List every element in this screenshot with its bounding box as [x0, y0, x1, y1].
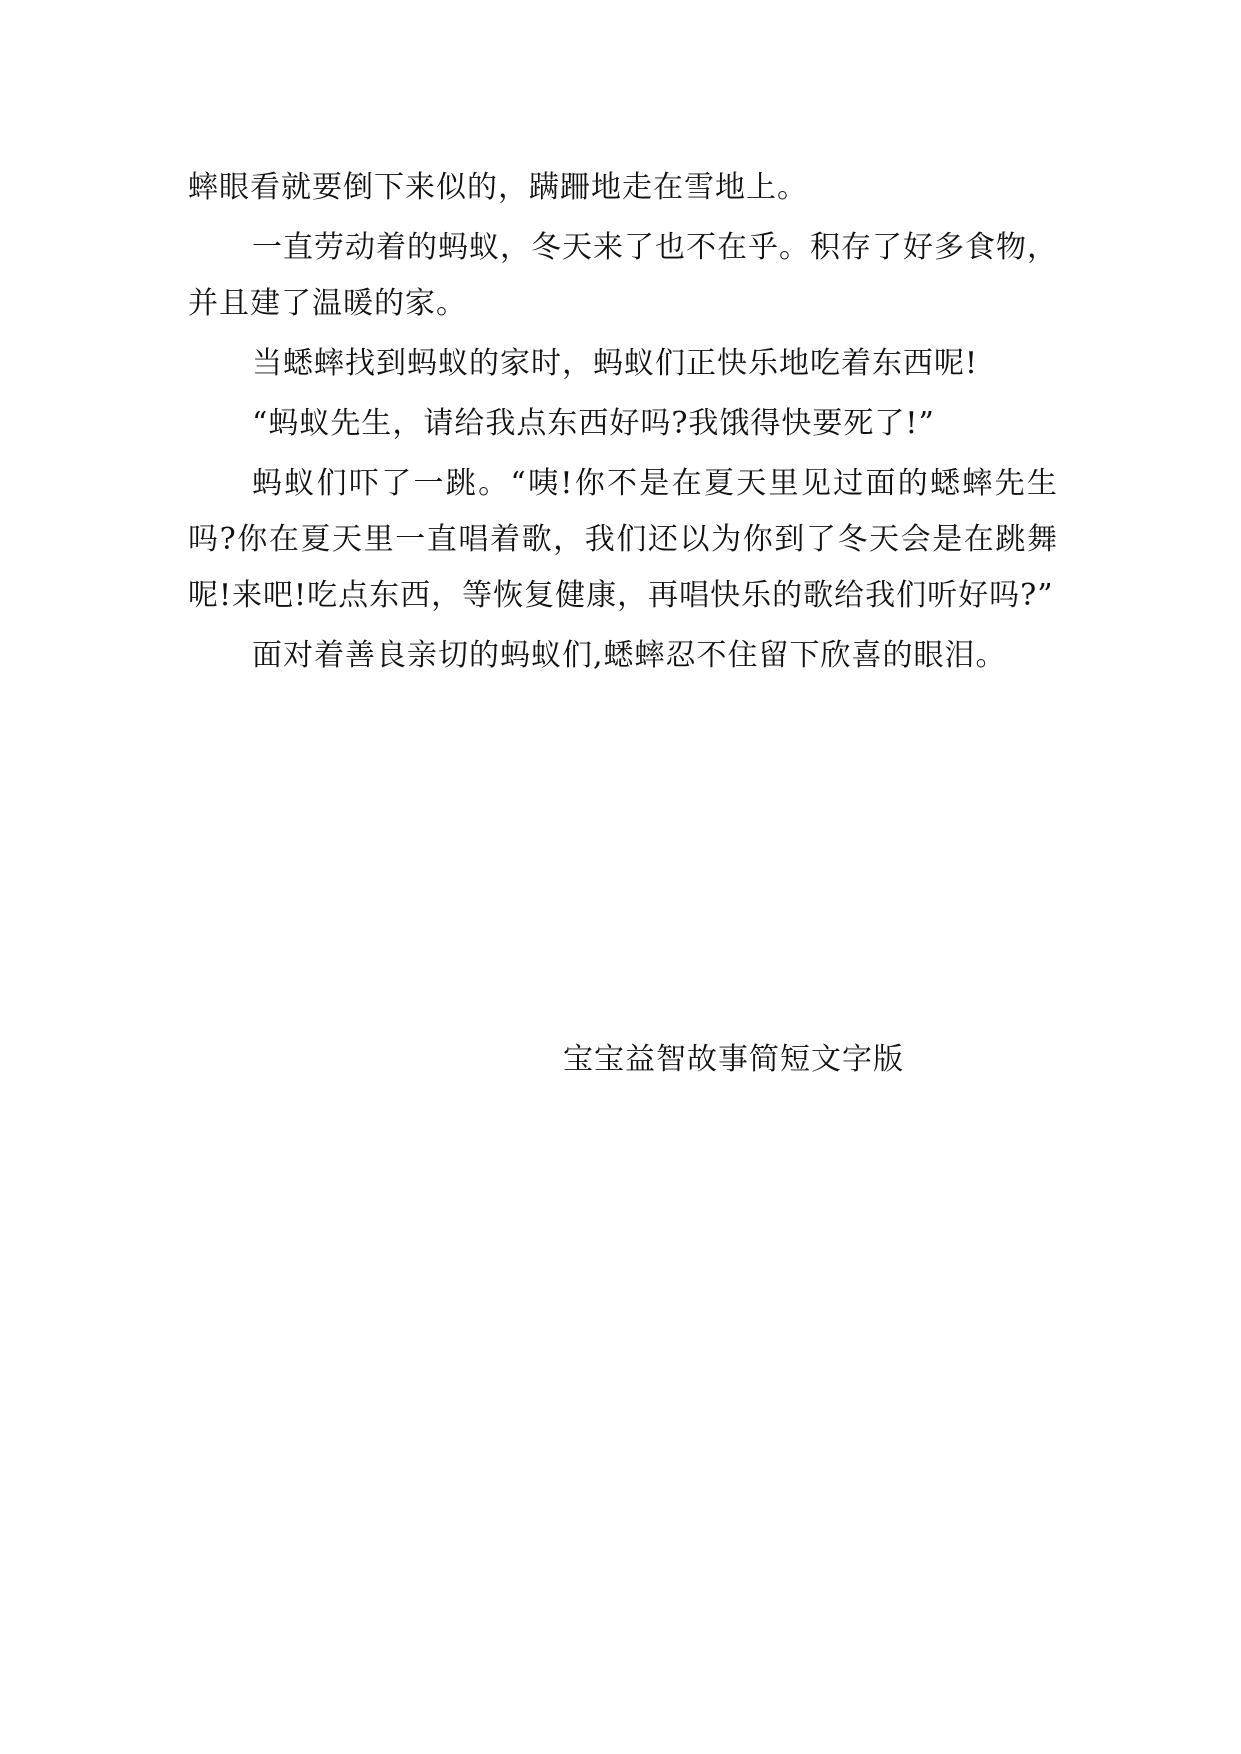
paragraph-2: 一直劳动着的蚂蚁，冬天来了也不在乎。积存了好多食物，并且建了温暖的家。 — [188, 230, 1058, 321]
story-body — [188, 160, 1058, 688]
paragraph-4: “蚂蚁先生，请给我点东西好吗?我饿得快要死了!” — [252, 406, 935, 441]
paragraph-5: 蚂蚁们吓了一跳。“咦!你不是在夏天里见过面的蟋蟀先生吗?你在夏天里一直唱着歌，我们还以为你到了冬天会是在跳舞呢!来吧!吃点东西，等恢复健康，再唱快乐的歌给我们听好吗?” — [188, 466, 1058, 613]
paragraph-6: 面对着善良亲切的蚂蚁们,蟋蟀忍不住留下欣喜的眼泪。 — [252, 638, 1007, 673]
paragraph-1: 蟀眼看就要倒下来似的，蹒跚地走在雪地上。 — [188, 170, 808, 205]
footer-title: 宝宝益智故事简短文字版 — [563, 1042, 904, 1077]
paragraph-3: 当蟋蟀找到蚂蚁的家时，蚂蚁们正快乐地吃着东西呢! — [252, 346, 979, 381]
